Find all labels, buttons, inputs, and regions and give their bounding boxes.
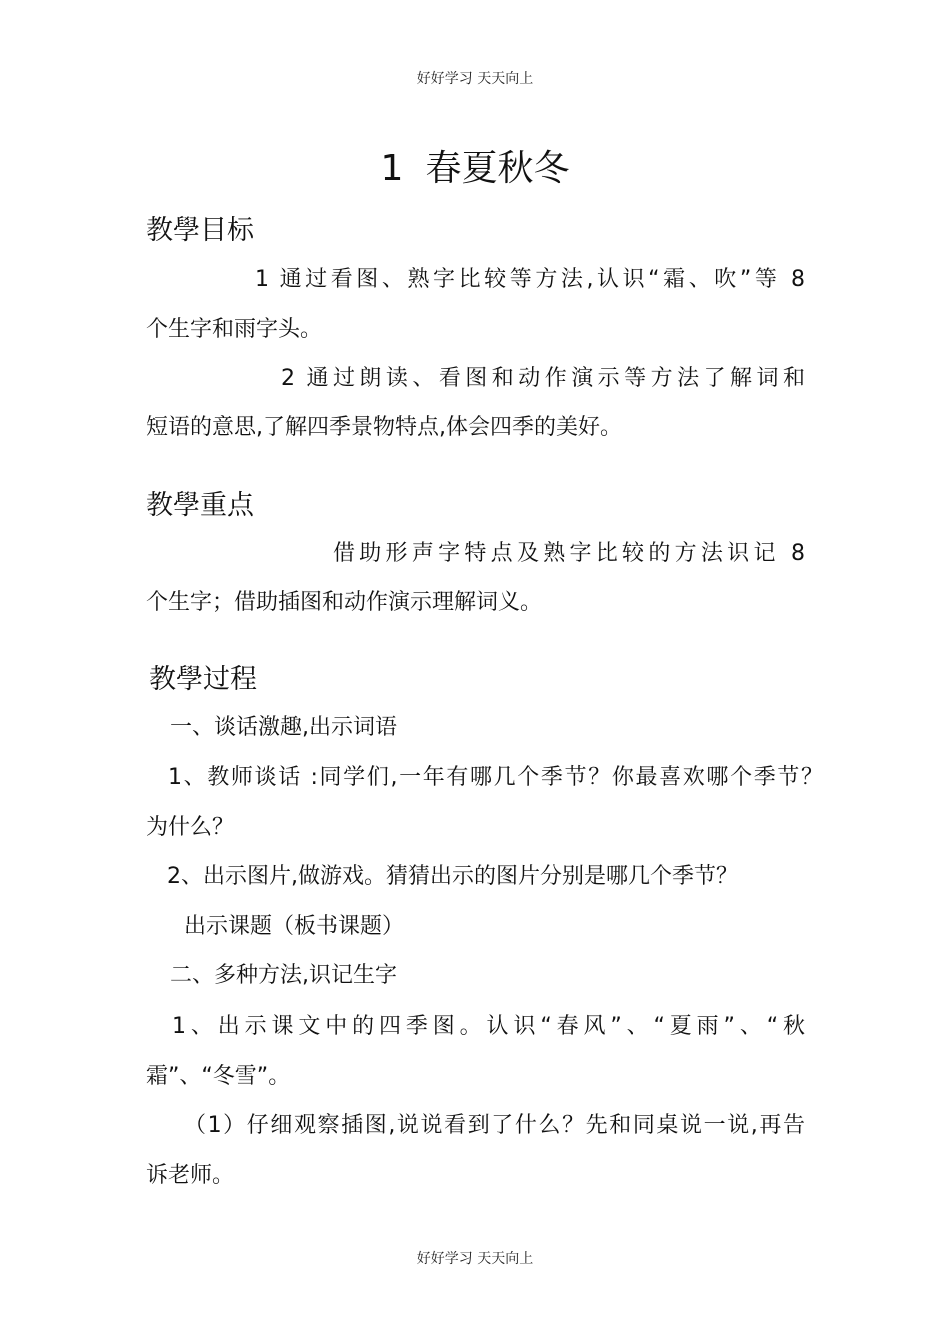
process-line-7: 1、出示课文中的四季图。认识“春风”、“夏雨”、“秋 bbox=[172, 1014, 805, 1039]
process-line-1: 一、谈话激趣,出示词语 bbox=[170, 715, 397, 740]
process-line-5: 出示课题（板书课题） bbox=[184, 914, 405, 939]
key-points-line-1: 借助形声字特点及熟字比较的方法识记 8 bbox=[333, 541, 805, 566]
goals-heading: 教學目标 bbox=[146, 215, 254, 246]
key-points-heading: 教學重点 bbox=[146, 490, 254, 521]
process-line-9: （1）仔细观察插图,说说看到了什么？先和同桌说一说,再告 bbox=[184, 1113, 805, 1138]
goals-line-1: 1 通过看图、熟字比较等方法,认识“霜、吹”等 8 bbox=[255, 267, 805, 292]
goals-line-2: 个生字和雨字头。 bbox=[146, 317, 323, 342]
lesson-number: 1 bbox=[380, 148, 404, 189]
key-points-line-2: 个生字；借助插图和动作演示理解词义。 bbox=[146, 590, 543, 615]
process-line-8: 霜”、“冬雪”。 bbox=[146, 1064, 291, 1089]
process-line-4: 2、出示图片,做游戏。猜猜出示的图片分别是哪几个季节？ bbox=[167, 864, 738, 889]
page-footer: 好好学习 天天向上 bbox=[416, 1251, 534, 1267]
lesson-title bbox=[0, 140, 950, 191]
lesson-title-text: 春夏秋冬 bbox=[425, 148, 570, 189]
process-heading: 教學过程 bbox=[149, 664, 257, 695]
process-line-6: 二、多种方法,识记生字 bbox=[170, 963, 397, 988]
goals-line-4: 短语的意思,了解四季景物特点,体会四季的美好。 bbox=[146, 415, 622, 440]
process-line-2: 1、教师谈话 :同学们,一年有哪几个季节？你最喜欢哪个季节？ bbox=[168, 765, 823, 790]
process-line-3: 为什么？ bbox=[146, 815, 235, 840]
page-header: 好好学习 天天向上 bbox=[416, 71, 534, 87]
goals-line-3: 2 通过朗读、看图和动作演示等方法了解词和 bbox=[281, 366, 805, 391]
process-line-10: 诉老师。 bbox=[146, 1163, 235, 1188]
